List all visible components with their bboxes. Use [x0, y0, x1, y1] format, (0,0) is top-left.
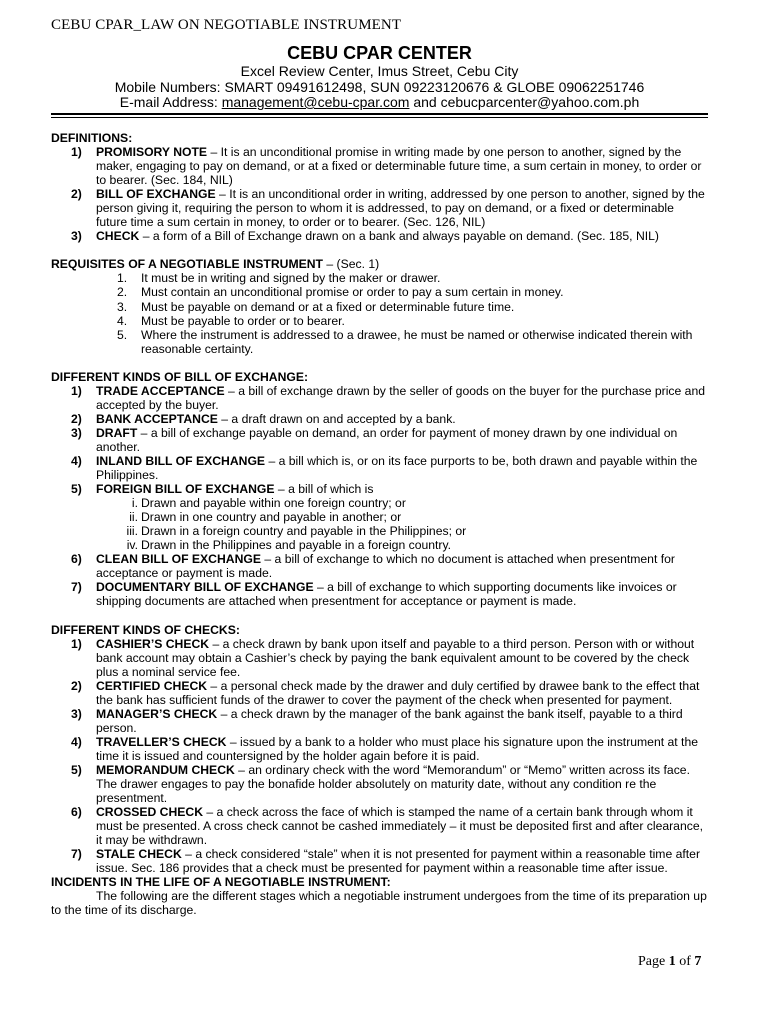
- item-term: STALE CHECK: [96, 847, 182, 862]
- item-number: 1): [71, 636, 82, 651]
- item-term: CERTIFIED CHECK: [96, 678, 208, 693]
- page-number: [638, 954, 701, 970]
- foreign-bill-sub-list: [51, 496, 708, 552]
- item-text: Drawn and payable within one foreign country; or: [141, 496, 406, 511]
- item-number: 3.: [117, 299, 128, 314]
- item-number: 5): [71, 762, 82, 777]
- item-term: DOCUMENTARY BILL OF EXCHANGE: [96, 580, 314, 595]
- email-alt: and cebucparcenter@yahoo.com.ph: [409, 94, 640, 110]
- item-text: Must contain an unconditional promise or order to pay a sum certain in money.: [141, 285, 564, 300]
- item-term: INLAND BILL OF EXCHANGE: [96, 453, 266, 468]
- item-number: 2): [71, 411, 82, 426]
- item-number: 1.: [117, 271, 128, 286]
- bill-kind-item: [51, 412, 708, 426]
- check-kind-item: [51, 637, 708, 679]
- requisite-item: [51, 271, 708, 285]
- checks-heading: DIFFERENT KINDS OF CHECKS:: [51, 622, 240, 637]
- item-description: – It is an unconditional order in writing, addressed by one person to another, signed by the person giving it, requiring the person to whom it is addressed, to pay on demand, or a fixed or determinable future time a sum certain in money, to order or to bearer. (Sec. 126, NIL): [96, 187, 705, 230]
- email-line: [51, 95, 708, 111]
- item-text: Drawn in one country and payable in another; or: [141, 510, 402, 525]
- item-term: FOREIGN BILL OF EXCHANGE: [96, 482, 275, 497]
- item-number: 2): [71, 678, 82, 693]
- item-number: i.: [131, 496, 138, 511]
- requisites-title: REQUISITES OF A NEGOTIABLE INSTRUMENT: [51, 257, 323, 272]
- item-description: – a check drawn by the manager of the bank against the bank itself, payable to a third person.: [96, 706, 683, 735]
- item-text: Must be payable to order or to bearer.: [141, 313, 345, 328]
- item-number: 4): [71, 734, 82, 749]
- item-term: BILL OF EXCHANGE: [96, 187, 216, 202]
- item-number: 3): [71, 706, 82, 721]
- item-description: – a bill which is, or on its face purports to be, both drawn and payable within the Philippines.: [96, 453, 698, 483]
- check-kind-item: [51, 707, 708, 735]
- item-term: TRAVELLER’S CHECK: [96, 734, 227, 749]
- requisites-suffix: – (Sec. 1): [322, 257, 380, 272]
- check-kind-item: [51, 679, 708, 707]
- item-term: MANAGER’S CHECK: [96, 706, 218, 721]
- item-number: 5.: [117, 327, 128, 342]
- item-text: Drawn in a foreign country and payable in the Philippines; or: [141, 524, 467, 539]
- item-number: 3): [71, 425, 82, 440]
- document-body: [51, 131, 708, 917]
- incidents-paragraph: The following are the different stages which a negotiable instrument undergoes from the time of its preparation up to the time of its discharge.: [51, 889, 707, 918]
- item-number: 2): [71, 187, 82, 202]
- item-number: ii.: [129, 510, 138, 525]
- center-address: Excel Review Center, Imus Street, Cebu City: [240, 63, 519, 79]
- item-description: – a draft drawn on and accepted by a bank.: [217, 411, 456, 426]
- item-term: CASHIER’S CHECK: [96, 636, 210, 651]
- item-description: – a bill of exchange drawn by the seller of goods on the buyer for the purchase price and accepted by the buyer.: [96, 383, 706, 412]
- item-description: – an ordinary check with the word “Memorandum” or “Memo” written across its face. The drawer engages to pay the bonafide holder absolutely on maturity date, without any condition re the presentment.: [96, 762, 690, 806]
- item-description: – a bill of exchange to which no document is attached when presentment for acceptance or payment is made.: [96, 552, 675, 581]
- check-kind-item: [51, 847, 708, 875]
- foreign-bill-sub-item: [51, 496, 708, 510]
- item-text: It must be in writing and signed by the maker or drawer.: [141, 271, 441, 286]
- item-description: – It is an unconditional promise in writing made by one person to another, signed by the maker, engaging to pay on demand, or at a fixed or determinable future time, a sum certain in money, to order or to bearer. (Sec. 184, NIL): [96, 145, 702, 188]
- definition-item: [51, 229, 708, 243]
- item-term: DRAFT: [96, 425, 138, 440]
- requisites-heading: [51, 257, 708, 271]
- center-title: CEBU CPAR CENTER: [287, 43, 472, 63]
- bill-kind-item: [51, 552, 708, 580]
- requisites-list: [51, 271, 708, 355]
- bills-list: [51, 384, 708, 496]
- definitions-list: [51, 145, 708, 243]
- item-text: Where the instrument is addressed to a drawee, he must be named or otherwise indicated therein with reasonable certainty.: [141, 327, 693, 356]
- page-label: Page: [638, 954, 669, 969]
- item-description: – a personal check made by the drawer and duly certified by drawee bank to the effect that the bank has sufficient funds of the drawer to cover the payment of the check when presented for payment.: [96, 678, 700, 707]
- bills-heading: DIFFERENT KINDS OF BILL OF EXCHANGE:: [51, 369, 309, 384]
- item-number: 7): [71, 847, 82, 862]
- header-rule: [51, 113, 708, 115]
- foreign-bill-sub-item: [51, 510, 708, 524]
- item-number: iii.: [126, 524, 138, 539]
- letterhead: [51, 42, 708, 111]
- bill-kind-item: [51, 384, 708, 412]
- header-rule-thin: [51, 117, 708, 118]
- item-number: 4.: [117, 313, 128, 328]
- item-description: – a check drawn by bank upon itself and payable to a third person. Person with or without bank account may obtain a Cashier’s check by paying the bank equivalent amount to be covered by the check plus a nominal service fee.: [96, 636, 695, 679]
- incidents-heading: INCIDENTS IN THE LIFE OF A NEGOTIABLE INSTRUMENT:: [51, 875, 391, 890]
- bills-list-continued: [51, 552, 708, 608]
- bill-kind-item: [51, 482, 708, 496]
- item-term: MEMORANDUM CHECK: [96, 762, 235, 777]
- item-number: 3): [71, 229, 82, 244]
- item-description: – issued by a bank to a holder who must place his signature upon the instrument at the time it is issued and countersigned by the holder again before it is paid.: [96, 734, 699, 763]
- page-of: of: [675, 954, 695, 969]
- definitions-heading: DEFINITIONS:: [51, 131, 133, 145]
- checks-list: [51, 637, 708, 876]
- item-term: CHECK: [96, 229, 140, 244]
- page-current: 1: [668, 954, 676, 969]
- definition-item: [51, 187, 708, 229]
- item-number: 6): [71, 805, 82, 820]
- definition-item: [51, 145, 708, 187]
- foreign-bill-sub-item: [51, 538, 708, 552]
- item-number: 7): [71, 580, 82, 595]
- requisite-item: [51, 328, 708, 356]
- item-number: 1): [71, 145, 82, 160]
- item-term: BANK ACCEPTANCE: [96, 411, 218, 426]
- item-number: 1): [71, 383, 82, 398]
- item-term: CLEAN BILL OF EXCHANGE: [96, 552, 261, 567]
- item-term: PROMISORY NOTE: [96, 145, 208, 160]
- mobile-numbers: Mobile Numbers: SMART 09491612498, SUN 09223120676 & GLOBE 09062251746: [114, 78, 645, 95]
- bill-kind-item: [51, 426, 708, 454]
- item-term: TRADE ACCEPTANCE: [96, 383, 225, 398]
- email-link[interactable]: management@cebu-cpar.com: [221, 94, 410, 110]
- running-header: CEBU CPAR_LAW ON NEGOTIABLE INSTRUMENT: [51, 17, 402, 33]
- item-number: iv.: [126, 538, 138, 553]
- check-kind-item: [51, 763, 708, 805]
- bill-kind-item: [51, 454, 708, 482]
- item-description: – a bill of exchange payable on demand, an order for payment of money drawn by one individual on another.: [96, 425, 678, 454]
- item-description: – a check considered “stale” when it is not presented for payment within a reasonable time after issue. Sec. 186 provides that a check must be presented for payment within a reasonable time after issue.: [96, 847, 701, 876]
- requisite-item: [51, 285, 708, 299]
- email-label: E-mail Address:: [119, 94, 222, 110]
- item-description: – a bill of exchange to which supporting documents like invoices or shipping documents are attached when presentment for acceptance or payment is made.: [96, 580, 677, 609]
- item-number: 4): [71, 453, 82, 468]
- requisite-item: [51, 300, 708, 314]
- requisite-item: [51, 314, 708, 328]
- check-kind-item: [51, 735, 708, 763]
- foreign-bill-sub-item: [51, 524, 708, 538]
- item-number: 6): [71, 552, 82, 567]
- check-kind-item: [51, 805, 708, 847]
- item-number: 2.: [117, 285, 128, 300]
- item-text: Drawn in the Philippines and payable in a foreign country.: [141, 538, 452, 553]
- bill-kind-item: [51, 580, 708, 608]
- item-description: – a bill of which is: [274, 482, 374, 497]
- item-text: Must be payable on demand or at a fixed or determinable future time.: [141, 299, 515, 314]
- page-total: 7: [694, 954, 702, 969]
- item-description: – a check across the face of which is stamped the name of a certain bank through whom it must be presented. A cross check cannot be cashed immediately – it must be deposited first and after clearance, it may be withdrawn.: [96, 805, 703, 848]
- item-term: CROSSED CHECK: [96, 805, 203, 820]
- item-number: 5): [71, 482, 82, 497]
- item-description: – a form of a Bill of Exchange drawn on a bank and always payable on demand. (Sec. 185, NIL): [139, 229, 659, 244]
